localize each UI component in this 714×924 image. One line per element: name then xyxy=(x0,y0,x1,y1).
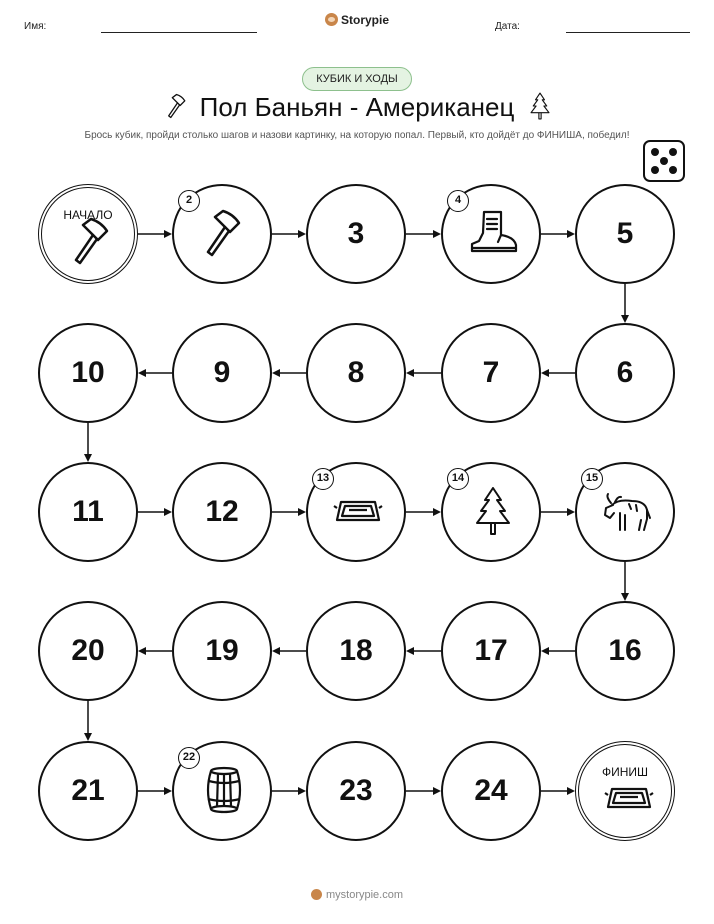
path-arrow-head xyxy=(567,230,575,238)
baking-pan-icon xyxy=(604,773,654,823)
board-space-24 xyxy=(441,741,541,841)
board-space-6 xyxy=(575,323,675,423)
board-space-7 xyxy=(441,323,541,423)
space-number: 12 xyxy=(205,495,239,528)
path-arrow-head xyxy=(272,369,280,377)
space-number: 10 xyxy=(71,356,105,389)
path-arrow-head xyxy=(541,647,549,655)
path-arrow-head xyxy=(406,369,414,377)
path-arrow-head xyxy=(621,593,629,601)
board-space-5 xyxy=(575,184,675,284)
board-space-8 xyxy=(306,323,406,423)
date-label: Дата: xyxy=(495,21,520,32)
board-space-12 xyxy=(172,462,272,562)
path-arrow-head xyxy=(164,787,172,795)
board-space-9 xyxy=(172,323,272,423)
baking-pan-icon xyxy=(333,486,383,536)
path-arrow-head xyxy=(298,787,306,795)
path-arrow-head xyxy=(433,230,441,238)
path-arrow-head xyxy=(272,647,280,655)
path-arrow-head xyxy=(433,787,441,795)
axe-icon xyxy=(199,208,249,258)
path-arrow-head xyxy=(84,454,92,462)
instructions: Брось кубик, пройди столько шагов и назови картинку, на которую попал. Первый, кто дойдёт до ФИНИША, победил! xyxy=(84,130,630,141)
space-number-tag: 15 xyxy=(581,468,603,490)
brand-name: Storypie xyxy=(340,13,389,27)
name-label: Имя: xyxy=(24,21,47,32)
page-title: Пол Баньян - Американец xyxy=(199,92,515,122)
space-number: 5 xyxy=(616,217,634,250)
space-number: 19 xyxy=(205,634,239,667)
board-space-21 xyxy=(38,741,138,841)
space-number-tag: 2 xyxy=(178,190,200,212)
board-space-15 xyxy=(575,462,675,562)
path-arrow-head xyxy=(567,787,575,795)
space-number-tag: 14 xyxy=(447,468,469,490)
path-arrow-head xyxy=(298,230,306,238)
board-space-2 xyxy=(172,184,272,284)
path-arrow-head xyxy=(138,647,146,655)
space-number: 6 xyxy=(616,356,634,389)
path-arrow-head xyxy=(621,315,629,323)
finish-space xyxy=(575,741,675,841)
board-space-22 xyxy=(172,741,272,841)
path-arrow-head xyxy=(541,369,549,377)
space-number: 20 xyxy=(71,634,105,667)
footer xyxy=(0,889,714,901)
board-space-11 xyxy=(38,462,138,562)
footer-url: mystorypie.com xyxy=(325,889,404,901)
axe-icon xyxy=(67,216,117,266)
space-number-tag: 13 xyxy=(312,468,334,490)
path-arrow-head xyxy=(567,508,575,516)
space-number: 9 xyxy=(213,356,231,389)
path-arrow-head xyxy=(433,508,441,516)
space-number: 3 xyxy=(347,217,365,250)
space-number: 16 xyxy=(608,634,642,667)
start-label: НАЧАЛО xyxy=(63,208,113,222)
board-space-16 xyxy=(575,601,675,701)
path-arrow-head xyxy=(298,508,306,516)
path-arrow-head xyxy=(84,733,92,741)
path-arrow-head xyxy=(406,647,414,655)
space-number: 24 xyxy=(474,774,508,807)
board-space-19 xyxy=(172,601,272,701)
space-number: 23 xyxy=(339,774,373,807)
path-arrow-head xyxy=(164,230,172,238)
start-space xyxy=(38,184,138,284)
category-badge: КУБИК И ХОДЫ xyxy=(302,67,412,91)
space-number: 8 xyxy=(347,356,365,389)
space-number: 17 xyxy=(474,634,508,667)
board-space-3 xyxy=(306,184,406,284)
pine-tree-icon xyxy=(468,486,518,536)
boot-icon xyxy=(468,208,518,258)
path-arrow-head xyxy=(138,369,146,377)
board-space-18 xyxy=(306,601,406,701)
space-number: 7 xyxy=(482,356,500,389)
space-number: 21 xyxy=(71,774,105,807)
board-space-13 xyxy=(306,462,406,562)
space-number-tag: 22 xyxy=(178,747,200,769)
ox-icon xyxy=(602,486,652,536)
space-number: 18 xyxy=(339,634,373,667)
storypie-logo-icon xyxy=(311,889,322,900)
finish-label: ФИНИШ xyxy=(601,765,649,779)
board-space-10 xyxy=(38,323,138,423)
board-space-4 xyxy=(441,184,541,284)
barrel-icon xyxy=(199,765,249,815)
board-space-17 xyxy=(441,601,541,701)
space-number: 11 xyxy=(72,495,104,528)
path-arrow-head xyxy=(164,508,172,516)
board-space-20 xyxy=(38,601,138,701)
board-space-14 xyxy=(441,462,541,562)
space-number-tag: 4 xyxy=(447,190,469,212)
board-space-23 xyxy=(306,741,406,841)
